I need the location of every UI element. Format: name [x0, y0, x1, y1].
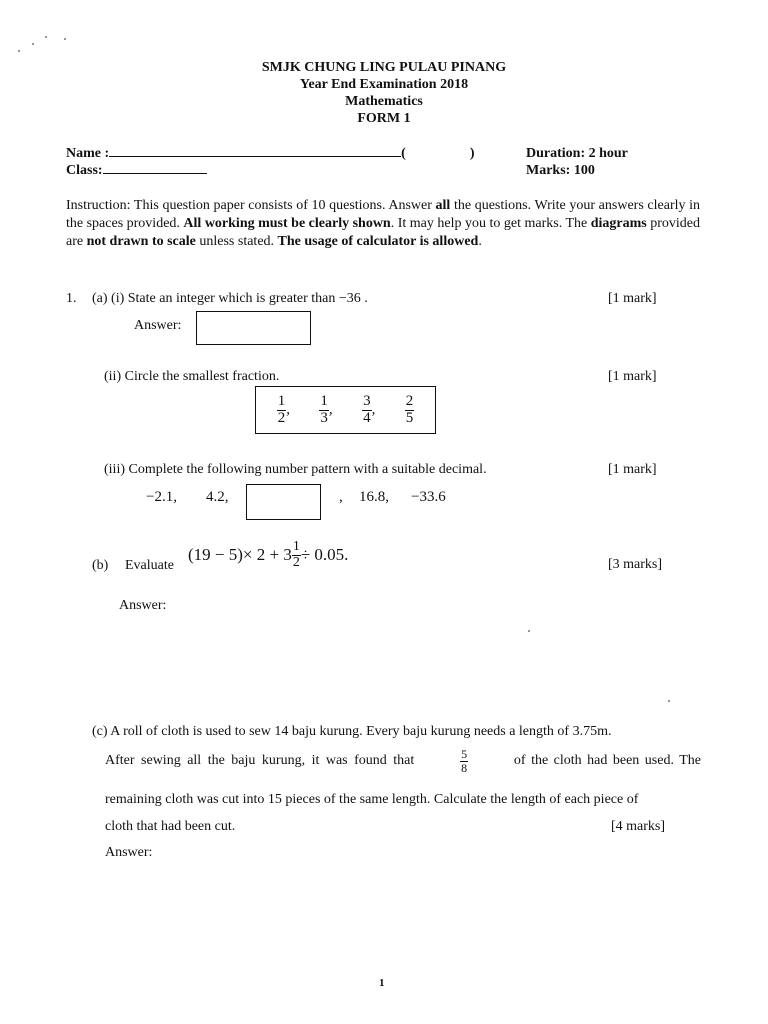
instruction-emphasis: diagrams [590, 216, 647, 231]
marks-label: Marks: 100 [526, 163, 595, 178]
fraction-numerator: 1 [292, 539, 300, 554]
sequence-term-5: −33.6 [411, 489, 446, 505]
expression [188, 540, 348, 570]
instruction-paragraph [66, 197, 700, 251]
fraction-numerator: 2 [405, 392, 414, 409]
fraction-numerator: 5 [461, 747, 468, 761]
fraction-option[interactable] [277, 394, 290, 427]
exam-title: Year End Examination 2018 [299, 77, 469, 92]
instruction-text: . It may help you to get marks. The [390, 216, 591, 231]
fraction-option[interactable] [362, 394, 375, 427]
fraction-denominator: 2 [292, 554, 300, 570]
fraction-separator: , [286, 401, 290, 418]
fraction-option[interactable] [405, 394, 415, 427]
name-line [109, 156, 401, 157]
question-1a-ii-marks: [1 mark] [608, 369, 657, 384]
instruction-text: . [478, 234, 482, 249]
question-1c-line-2b: of the cloth had been used. The [513, 753, 701, 769]
fraction-option[interactable] [319, 394, 332, 427]
sequence-answer-box[interactable] [246, 484, 321, 520]
fraction-numerator: 1 [320, 392, 328, 409]
question-1c-marks: [4 marks] [611, 819, 666, 834]
fraction-denominator: 4 [363, 409, 371, 426]
instruction-emphasis: All working must be clearly shown [183, 216, 391, 231]
fraction-box [255, 386, 436, 434]
name-label: Name : [66, 146, 110, 161]
answer-label: Answer: [119, 598, 167, 613]
scan-speck [64, 38, 66, 40]
index-paren-close: ) [469, 146, 475, 161]
instruction-emphasis: all [435, 198, 451, 213]
question-1c-line-3: remaining cloth was cut into 15 pieces of the same length. Calculate the length of each piece of [105, 792, 639, 807]
question-1a-i-marks: [1 mark] [608, 291, 657, 306]
instruction-emphasis: The usage of calculator is allowed [277, 234, 479, 249]
question-1b-label: (b) [92, 558, 109, 573]
form-title: FORM 1 [357, 111, 411, 126]
scan-speck [45, 36, 47, 38]
cloth-fraction [460, 748, 468, 774]
instruction-text: unless stated. [195, 234, 278, 249]
fraction-denominator: 8 [461, 760, 468, 775]
sequence-term-4: 16.8, [359, 489, 389, 505]
instruction-text: provided are [66, 216, 700, 249]
name-row [66, 146, 475, 162]
fraction-numerator: 1 [277, 392, 286, 409]
question-1c-line-1: (c) A roll of cloth is used to sew 14 baju kurung. Every baju kurung needs a length of 3.75m. [92, 724, 612, 739]
answer-box-1a-i[interactable] [196, 311, 311, 345]
class-label: Class: [66, 163, 103, 178]
fraction-separator: , [371, 401, 376, 418]
school-name: SMJK CHUNG LING PULAU PINANG [261, 60, 507, 75]
question-1a-iii-text: (iii) Complete the following number pattern with a suitable decimal. [104, 462, 487, 477]
expression-part-2: ÷ 0.05. [300, 545, 349, 565]
question-1a-iii-marks: [1 mark] [608, 462, 657, 477]
question-number: 1. [66, 291, 77, 306]
evaluate-label: Evaluate [125, 558, 174, 573]
expression-fraction [292, 540, 301, 570]
answer-label: Answer: [105, 845, 153, 860]
duration-label: Duration: 2 hour [526, 146, 628, 161]
fraction-denominator: 5 [405, 409, 414, 426]
scan-speck [668, 700, 670, 702]
instruction-text: Instruction: This question paper consists of 10 questions. Answer [66, 198, 436, 213]
instruction-text: the questions. Write your answers clearly in the spaces provided. [66, 198, 701, 231]
question-1b-marks: [3 marks] [608, 557, 663, 572]
sequence-term-2: 4.2, [206, 489, 229, 505]
expression-part-1: (19 − 5)× 2 + 3 [188, 545, 292, 565]
scan-speck [32, 43, 34, 45]
class-line [103, 173, 207, 174]
index-paren-open: ( [401, 146, 406, 161]
question-1a-i-text: (a) (i) State an integer which is greater than −36 . [92, 291, 368, 306]
question-1a-ii-text: (ii) Circle the smallest fraction. [104, 369, 280, 384]
question-1c-line-2a: After sewing all the baju kurung, it was found that [105, 753, 415, 769]
question-1c-line-4: cloth that had been cut. [105, 819, 236, 834]
scan-speck [18, 50, 20, 52]
sequence-comma: , [339, 489, 343, 505]
page-number: 1 [379, 977, 385, 989]
fraction-denominator: 2 [277, 409, 286, 426]
fraction-separator: , [328, 401, 333, 418]
instruction-emphasis: not drawn to scale [86, 234, 196, 249]
question-1c-line-2 [105, 748, 701, 774]
class-row [66, 163, 207, 179]
answer-label: Answer: [134, 318, 182, 333]
fraction-denominator: 3 [320, 409, 328, 426]
scan-speck [528, 630, 530, 632]
fraction-numerator: 3 [363, 392, 371, 409]
subject-title: Mathematics [345, 94, 423, 109]
sequence-term-1: −2.1, [146, 489, 177, 505]
